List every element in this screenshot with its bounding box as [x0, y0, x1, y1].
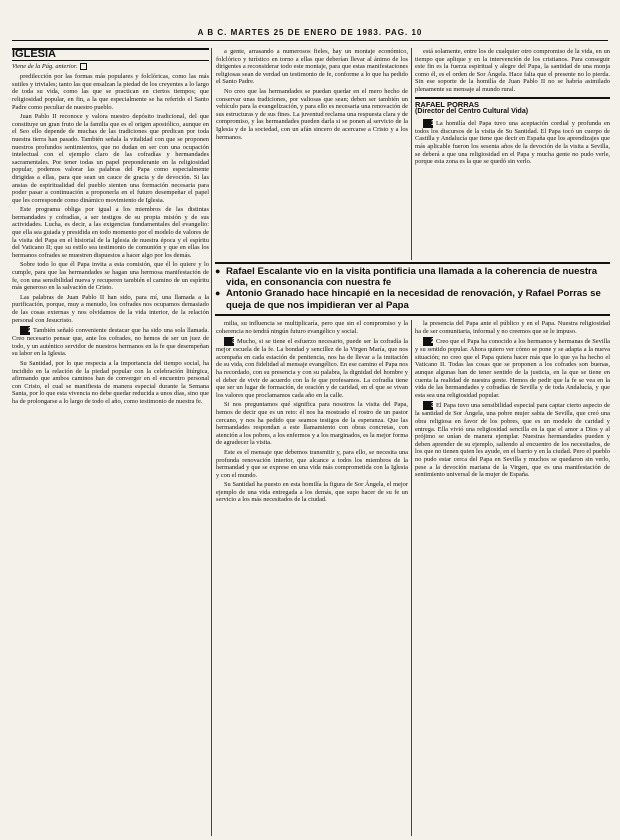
- headline-block: [215, 266, 610, 311]
- number-badge-2: 2: [423, 337, 433, 346]
- column-divider: [411, 320, 412, 836]
- paragraph: Este programa obliga por igual a los miembros de las distintas hermandades y cofradías, a ser testigos de su propia misión y de sus actividades. Lucha, es decir, a las exigencias fundamentales del evangelio: que ella sea guiada y presidida en todo momento por el modelo de valores de la visita del Papa en el historial de la Iglesia de nuestra época y el espíritu del Vaticano II; que su estilo sea testimonio de comunión y que en ellas los hermanos cofrades se muestren dispuestos a hacer algo por los demás.: [12, 206, 209, 259]
- headline-text: Rafael Escalante vio en la visita pontificia una llamada a la coherencia de nuestra vida, en consonancia con nuestra fe: [226, 266, 598, 289]
- column-1: [12, 48, 209, 836]
- continuation-text: Viene de la Pág. anterior.: [12, 62, 78, 70]
- column-divider: [411, 48, 412, 260]
- paragraph: está solamente, entre los de cualquier otro compromiso de la vida, en un tiempo que aplique y en la intervención de los cristianos. Para conseguir este fin es la fuerza espiritual y alegre del Papa, la santidad de una monja como él, es el orden de Sor Ángela. Hace falta que el presente no lo pierda. Sin ese soporte de la homilía de Juan Pablo II no se habría asimilado plenamente su mensaje al mundo rural.: [415, 48, 610, 93]
- numbered-text: Mucho, si se tiene el esfuerzo necesario, puede ser la cofradía la mejor escuela de la fe. La bondad y sencillez de la Virgen María, que nos acompaña en cada estación de penitencia, nos ha de llevar a la imitación de su vida, con fidelidad al mensaje evangélico. En ese camino el Papa nos ha recordado, con su presencia y con su palabra, la dignidad del hombre y el deber de vivir de acuerdo con la fe que profesamos. La cofradía tiene que ser un lugar de formación, de oración y de caridad, en el que se vivan los valores que proclamamos cada año en la calle.: [216, 338, 408, 399]
- numbered-paragraph: [415, 119, 610, 166]
- numbered-text: El Papa tuvo una sensibilidad especial para captar cierto aspecto de la santidad de Sor Ángela, una pobre mujer sabia de Sevilla, que creó una obra religiosa en favor de los pobres, que es un modelo de caridad y entrega. Ella vivió una religiosidad sencilla en la que el amor a Dios y al prójimo se unían de manera ejemplar. Nuestras hermandades pueden y deben aprender de su ejemplo, saliendo al encuentro de los necesitados, de los que no tienen quien les ayude, en el barrio y en la ciudad. Pero el pueblo no pudo estar cerca del Papa en Sevilla y muchos se quedaron sin verlo, pese a la devoción mariana de la Virgen, que es una manifestación de sentimiento universal de la mujer de España.: [415, 402, 610, 479]
- column-2-bottom: [216, 320, 408, 836]
- paragraph: Las palabras de Juan Pablo II han sido, para mí, una llamada a la purificación, porque, muy a menudo, los cofrades nos ocupamos demasiado de las cosas externas y nos olvidamos de la vida interior, de la relación personal con Jesucristo.: [12, 293, 209, 324]
- headline-rule-bottom: [215, 314, 610, 316]
- numbered-text: La homilía del Papa tuvo una aceptación cordial y profunda en todos los discursos de la visita de Su Santidad. El Papa tocó un cuerpo de Castilla y Andalucía que tiene que decir en España que los aprendizajes que más aplicable fueron los sesenta años de la devoción de la visita a Sevilla, se deberá a que una religiosidad en el Papa y mucha gente no pudo verle, porque esta zona es la que se quedó sin verlo.: [415, 119, 610, 166]
- headline-item: [215, 288, 610, 310]
- page-header: A B C. MARTES 25 DE ENERO DE 1983. PAG. 10: [197, 28, 423, 37]
- paragraph: No creo que las hermandades se puedan quedar en el mero hecho de conservar unas tradiciones, por valiosas que sean; deben ser también un vehículo para la evangelización, y para ello es necesaria una renovación de sus estructuras y de sus fines. La juventud reclama una respuesta clara y de compromiso, y las hermandades pueden darla si se ponen al servicio de la Iglesia y de la sociedad, con un afán sincero de acercarse a Cristo y a los hermanos.: [216, 87, 408, 141]
- number-badge-3: 3: [224, 337, 234, 346]
- column-3-top: [415, 48, 610, 260]
- column-3-bottom: [415, 320, 610, 836]
- headline-item: [215, 266, 610, 288]
- paragraph: Este es el mensaje que debemos transmitir y, para ello, se necesita una profunda renovación interior, que alcance a todos los miembros de la hermandad y que se exprese en una vida más comprometida con la Iglesia y con el mundo.: [216, 448, 408, 479]
- numbered-text: También señaló conveniente destacar que ha sido una sola llamada. Creo necesario pensar que, ante los cofrades, no hemos de ser un juez de todo, y un auténtico servidor de nuestros hermanos en la fe que desempeñan su labor en la Iglesia.: [12, 327, 209, 358]
- box-icon: [80, 63, 87, 70]
- headline-text: Antonio Granado hace hincapié en la necesidad de renovación, y Rafael Porras se queja de que nos impidieran ver al Papa: [226, 288, 601, 311]
- paragraph: milia, su influencia se multiplicaría, pero que sin el compromiso y la coherencia no tendrá ningún futuro evangélico y social.: [216, 320, 408, 335]
- bullet-icon: ●: [215, 288, 221, 299]
- author-name: RAFAEL PORRAS: [415, 97, 610, 109]
- column-2-top: [216, 48, 408, 260]
- header-rule: [12, 40, 608, 41]
- paragraph: a gente, arrasando a numerosos fieles, hay un montaje económico, folclórico y turístico en torno a ellas que deberían llevar al ánimo de los dirigentes a reconsiderar todo este montaje, para que estas manifestaciones religiosas sean de verdad un testimonio de fe, conforme a lo que ha pedido el Santo Padre.: [216, 48, 408, 86]
- paragraph: Juan Pablo II reconoce y valora nuestro depósito tradicional, del que constituye un gran fruto de la familia que es el origen apostólico, aunque en el Seo ello depende de muchas de las tradiciones que predican por toda nuestra tierra han pasado. También señala la vitalidad con que se proponen nuestros profundos sentimientos, que no dudan en ser con una ocupación intelectual con el ejemplo claro de las cofradías y hermandades sacramentales. Por tener todas un papel preponderante en la religiosidad popular, podemos valorar las palabras del Papa como especialmente dirigidas a ellas, para que sean un cauce de gracia y de devoción. Si las ansias de espiritualidad del pueblo sienten una formación necesaria para poder pasar a continuación a proponerla en el futuro desempeñar el papel que les corresponde como dinámico movimiento de Iglesia.: [12, 113, 209, 204]
- numbered-paragraph: [12, 326, 209, 358]
- paragraph: predilección por las formas más populares y folclóricas, como las más sutiles y triviales; tanto las que ensalzan la piedad de los creyentes a lo largo de toda su vida, como las que se practican en ciertos tiempos; que religiosidad popular, en fin, a la que especialmente se ha referido el Santo Padre como peculiar de nuestro pueblo.: [12, 73, 209, 111]
- number-badge-3: 3: [423, 401, 433, 410]
- number-badge-1: 1: [423, 119, 433, 128]
- paragraph: Su Santidad ha puesto en esta homilía la figura de Sor Ángela, el mejor ejemplo de una vida entregada a los demás, que supo hacer de su fe un servicio a los más necesitados de la ciudad.: [216, 481, 408, 504]
- section-title: IGLESIA: [12, 48, 209, 61]
- numbered-text: Creo que el Papa ha conocido a los hermanos y hermanas de Sevilla y su sentido popular. Ahora quiero ver cómo se pone y se adapta a la nueva situación; no creo que el Papa quiera hacer más que lo que ya ha hecho el Vaticano II. Todas las cosas que se proponen a los cofrades son buenas, aunque algunas han de tener sentido de la justicia, en la que se tiene en cuenta la realidad de nuestra gente. Hemos de pedir que la fe se vea en la vida de las hermandades y cofradías de Sevilla y de toda Andalucía, y que esta sea una religiosidad popular.: [415, 338, 610, 399]
- headline-rule-top: [215, 262, 610, 264]
- number-badge-2: 2: [20, 326, 30, 335]
- paragraph: Su Santidad, por lo que respecta a la importancia del tiempo social, ha incidido en la relación de la piedad popular con la celebración litúrgica, afirmando que ambos caminos han de converger en el encuentro personal con Cristo, el cual se manifiesta de manera especial durante la Semana Santa, por lo que esta vivencia no debe quedar reducida a unos días, sino que ha de prolongarse a lo largo de todo el año, como testimonio de nuestra fe.: [12, 359, 209, 405]
- numbered-paragraph: [415, 337, 610, 399]
- continuation-note: [12, 63, 209, 71]
- column-divider: [211, 48, 212, 836]
- paragraph: Si nos preguntamos qué significa para nosotros la visita del Papa, hemos de decir que es un reto: él nos ha mostrado el rostro de un pastor cercano, y nos ha pedido que seamos testigos de la esperanza. Que las hermandades respondan a este llamamiento con obras concretas, con atención a los pobres, a los enfermos y a los marginados, es la mejor forma de agradecer la visita.: [216, 401, 408, 447]
- numbered-paragraph: [216, 337, 408, 399]
- paragraph: la presencia del Papa ante el público y en el Papa. Nuestra religiosidad ha de ser comunitaria, informal y no creemos que se le impuso.: [415, 320, 610, 335]
- author-title: (Director del Centro Cultural Vida): [415, 108, 529, 116]
- numbered-paragraph: [415, 401, 610, 478]
- paragraph: Sobre todo lo que él Papa invita a esta comisión, que él lo quiere y lo cumple, para que las hermandades se hagan una hermosa manifestación de fe, con una sensibilidad nueva y recuperen también el camino de un espíritu más generoso en la salvación de Cristo.: [12, 261, 209, 292]
- bullet-icon: ●: [215, 266, 221, 276]
